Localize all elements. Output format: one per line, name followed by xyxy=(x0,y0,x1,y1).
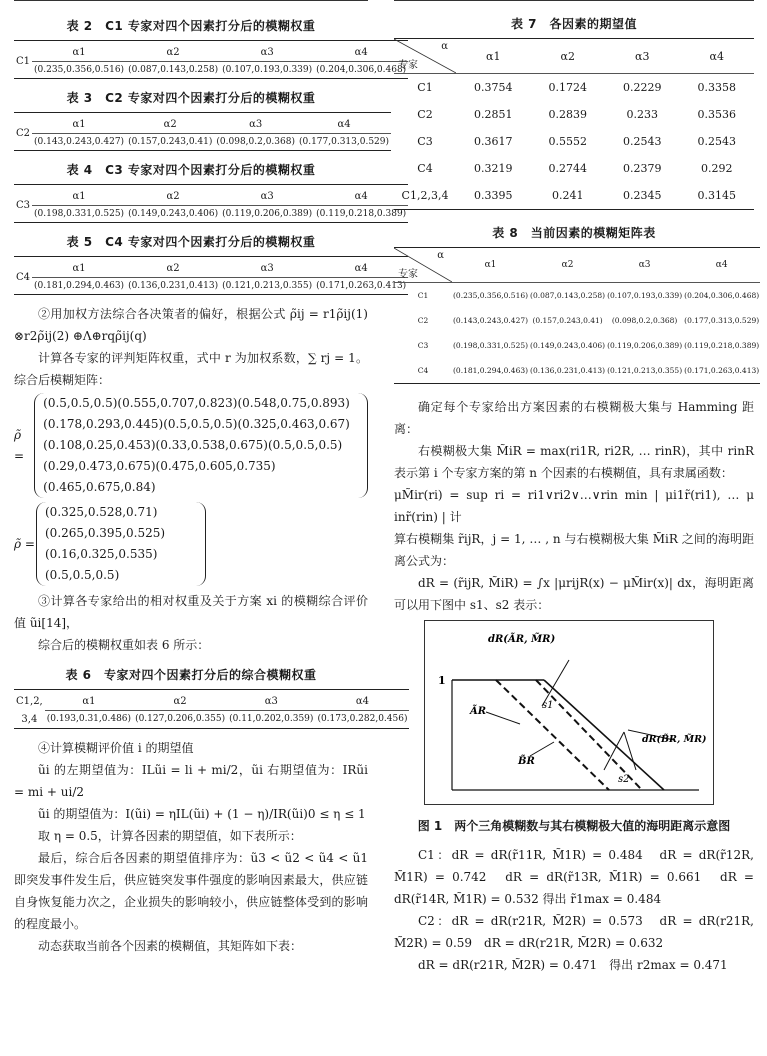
table-cell: (0.171,0.263,0.413) xyxy=(684,366,760,375)
table-cell: (0.107,0.193,0.339) xyxy=(222,65,313,75)
label-s2: s2 xyxy=(618,774,630,785)
matrix-symbol: ρ̃ = xyxy=(14,427,25,463)
table-cell: (0.143,0.243,0.427) xyxy=(453,316,529,325)
table-cell: 0.3145 xyxy=(697,189,736,202)
table-cell: 0.2744 xyxy=(548,162,587,175)
table-caption: 表 6 专家对四个因素打分后的综合模糊权重 xyxy=(65,668,317,682)
right-column xyxy=(394,0,760,976)
table-cell: 0.2543 xyxy=(623,135,662,148)
table-cell: (0.157,0.243,0.41) xyxy=(128,137,213,147)
table-cell: (0.121,0.213,0.355) xyxy=(222,281,313,291)
table-cell: (0.136,0.231,0.413) xyxy=(128,281,219,291)
paragraph: 右模糊极大集 M̃iR = max(ri1R, ri2R, … rinR)，其中 rinR 表示第 i 个专家方案的第 n 个因素的右模糊值，具有隶属函数： xyxy=(394,444,754,480)
paragraph: 综合后的模糊权重如表 6 所示： xyxy=(38,638,210,652)
corner-expert: 专家 xyxy=(398,269,418,280)
row-label: C3 xyxy=(16,199,31,211)
column-header: α1 xyxy=(45,690,133,711)
table-cell: (0.177,0.313,0.529) xyxy=(298,137,390,147)
table-7 xyxy=(394,38,754,210)
table-cell: (0.198,0.331,0.525) xyxy=(34,209,125,219)
paragraph: μM̃ir(ri) = sup ri = ri1∨ri2∨…∨rin min | μi1r̃(ri1), … μ inr̃(rin) | 计 xyxy=(394,488,754,524)
table-cell: (0.204,0.306,0.468) xyxy=(316,65,407,75)
table-cell: (0.143,0.243,0.427) xyxy=(34,137,125,147)
table-row xyxy=(394,182,754,210)
table-cell: 0.3536 xyxy=(697,108,736,121)
hamming-distance-diagram xyxy=(424,620,714,805)
column-header: α3 xyxy=(220,185,314,206)
table-caption: 表 3 C2 专家对四个因素打分后的模糊权重 xyxy=(66,91,316,105)
paragraph: 计算各专家的评判矩阵权重，式中 r 为加权系数，∑ rj = 1。综合后模糊矩阵： xyxy=(14,351,368,387)
column-header: α3 xyxy=(214,113,297,134)
table-cell: 0.3395 xyxy=(474,189,513,202)
column-header: α4 xyxy=(314,41,408,62)
row-label: C1,2, xyxy=(16,696,43,708)
matrix-row: (0.178,0.293,0.445)(0.5,0.5,0.5)(0.325,0.463,0.67) xyxy=(43,417,350,431)
table-cell: (0.149,0.243,0.406) xyxy=(128,209,219,219)
fuzzy-matrix-1 xyxy=(14,393,368,498)
table-caption: 表 4 C3 专家对四个因素打分后的模糊权重 xyxy=(66,163,316,177)
corner-cell xyxy=(394,248,452,283)
table-row xyxy=(394,358,760,384)
row-label: C3 xyxy=(417,341,429,350)
table-cell: (0.11,0.202,0.359) xyxy=(229,714,314,725)
figure-caption: 图 1 两个三角模糊数与其右模糊极大值的海明距离示意图 xyxy=(417,819,731,833)
column-header: α1 xyxy=(456,39,531,74)
table-cell: (0.171,0.263,0.413) xyxy=(316,281,407,291)
paragraph: C2：dR = dR(r21R, M̃2R) = 0.573 dR = dR(r21R, M̃2R) = 0.59 dR = dR(r21R, M̃2R) = 0.632 xyxy=(394,914,754,950)
column-header: α4 xyxy=(683,248,760,283)
table-cell: 0.241 xyxy=(552,189,584,202)
label-top: dR(ÃR, M̃R) xyxy=(488,634,556,645)
arrow-ar xyxy=(486,712,520,724)
label-ar: ÃR xyxy=(470,706,487,717)
label-s1: s1 xyxy=(542,700,554,711)
table-cell: 0.2229 xyxy=(623,81,662,94)
paragraph: dR = dR(r21R, M̃2R) = 0.471 得出 r2max = 0.471 xyxy=(418,958,728,972)
table-cell: (0.235,0.356,0.516) xyxy=(453,291,529,300)
table-caption: 表 7 各因素的期望值 xyxy=(510,17,638,31)
table-cell: (0.119,0.206,0.389) xyxy=(222,209,313,219)
paragraph: 动态获取当前各个因素的模糊值，其矩阵如下表： xyxy=(38,938,303,953)
table-cell: 0.292 xyxy=(701,162,733,175)
paragraph: 最后，综合后各因素的期望值排序为：ũ3 < ũ2 < ũ4 < ũ1 即突发事件发生后，供应链突发事件强度的影响因素最大，供应链自身恢复能力次之，企业损失的影响较小，供应链整体受到的影响的程度最小。 xyxy=(14,850,368,931)
label-right: dR(B̃R, M̃R) xyxy=(642,734,707,745)
table-cell: 0.2345 xyxy=(623,189,662,202)
arrow-br xyxy=(530,742,554,756)
row-label: C2 xyxy=(16,127,31,139)
row-label: C4 xyxy=(417,162,433,175)
row-label: C4 xyxy=(16,271,31,283)
column-header: α4 xyxy=(680,39,755,74)
table-row xyxy=(394,155,754,182)
arrow-right-2 xyxy=(624,732,636,770)
matrix-bracket xyxy=(36,502,206,586)
row-label: C2 xyxy=(417,316,429,325)
matrix-bracket xyxy=(34,393,368,498)
matrix-symbol: ρ̃ = xyxy=(14,536,35,551)
table-cell: 0.3617 xyxy=(474,135,513,148)
row-label: C4 xyxy=(417,366,429,375)
paragraph: ũi 的期望值为：I(ũi) = ηIL(ũi) + (1 − η)/IR(ũi)0 ≤ η ≤ 1 xyxy=(38,806,366,821)
table-row xyxy=(394,128,754,155)
table-cell: (0.098,0.2,0.368) xyxy=(216,137,295,147)
row-label: C1,2,3,4 xyxy=(401,189,449,202)
row-label: C3 xyxy=(417,135,433,148)
column-header: α3 xyxy=(220,41,314,62)
table-cell: (0.149,0.243,0.406) xyxy=(530,341,606,350)
corner-alpha: α xyxy=(441,41,448,52)
header-rule xyxy=(394,0,754,7)
matrix-row: (0.29,0.473,0.675)(0.475,0.605,0.735)(0.465,0.675,0.84) xyxy=(43,459,276,494)
table-cell: 0.2543 xyxy=(697,135,736,148)
table-caption: 表 2 C1 专家对四个因素打分后的模糊权重 xyxy=(66,19,316,33)
matrix-row: (0.325,0.528,0.71) xyxy=(45,505,158,519)
fuzzy-matrix-2 xyxy=(14,502,368,586)
table-cell: 0.2851 xyxy=(474,108,513,121)
table-cell: (0.204,0.306,0.468) xyxy=(684,291,760,300)
corner-alpha: α xyxy=(437,250,444,261)
matrix-row: (0.16,0.325,0.535) xyxy=(45,547,158,561)
column-header: α2 xyxy=(133,690,227,711)
table-cell: (0.181,0.294,0.463) xyxy=(34,281,125,291)
column-header: α1 xyxy=(32,41,126,62)
column-header: α1 xyxy=(32,185,126,206)
column-header: α1 xyxy=(32,113,126,134)
table-cell: 0.3358 xyxy=(697,81,736,94)
paragraph: 确定每个专家给出方案因素的右模糊极大集与 Hamming 距离： xyxy=(394,400,754,436)
column-header: α2 xyxy=(529,248,606,283)
paragraph: 取 η = 0.5，计算各因素的期望值，如下表所示： xyxy=(38,828,302,843)
table-row xyxy=(394,74,754,102)
paragraph: dR = (r̃ijR, M̃iR) = ∫x |μrijR(x) − μM̃ir(x)| dx，海明距离可以用下图中 s1、s2 表示： xyxy=(394,576,754,612)
paragraph: ②用加权方法综合各决策者的偏好，根据公式 ρ̃ij = r1ρ̃ij(1) ⊗r2ρ̃ij(2) ⊕Λ⊕rqρ̃ij(q) xyxy=(14,307,368,343)
corner-cell xyxy=(394,39,456,74)
matrix-row: (0.5,0.5,0.5)(0.555,0.707,0.823)(0.548,0.75,0.893) xyxy=(43,396,350,410)
table-cell: 0.2379 xyxy=(623,162,662,175)
label-one: 1 xyxy=(438,674,446,687)
table-cell: (0.193,0.31,0.486) xyxy=(46,714,132,725)
column-header: α3 xyxy=(605,39,680,74)
table-cell: (0.157,0.243,0.41) xyxy=(532,316,603,325)
column-header: α4 xyxy=(314,185,408,206)
table-cell: (0.177,0.313,0.529) xyxy=(684,316,760,325)
label-br: B̃R xyxy=(518,756,535,767)
column-header: α4 xyxy=(314,257,408,278)
table-row xyxy=(394,283,760,309)
table-cell: (0.136,0.231,0.413) xyxy=(530,366,606,375)
table-cell: 0.1724 xyxy=(548,81,587,94)
table-cell: (0.098,0.2,0.368) xyxy=(611,316,678,325)
column-header: α3 xyxy=(227,690,315,711)
table-cell: (0.119,0.218,0.389) xyxy=(316,209,407,219)
table-cell: (0.235,0.356,0.516) xyxy=(34,65,125,75)
column-header: α4 xyxy=(297,113,391,134)
corner-expert: 专家 xyxy=(398,60,418,71)
table-cell: (0.127,0.206,0.355) xyxy=(135,714,226,725)
table-cell: (0.119,0.206,0.389) xyxy=(607,341,683,350)
matrix-row: (0.108,0.25,0.453)(0.33,0.538,0.675)(0.5,0.5,0.5) xyxy=(43,438,343,452)
table-cell: (0.119,0.218,0.389) xyxy=(684,341,760,350)
table-cell: (0.107,0.193,0.339) xyxy=(607,291,683,300)
left-column xyxy=(14,0,408,957)
table-cell: (0.121,0.213,0.355) xyxy=(607,366,683,375)
row-label: C1 xyxy=(16,55,31,67)
paragraph: ③计算各专家给出的相对权重及关于方案 xi 的模糊综合评价值 ũi[14]， xyxy=(14,594,368,630)
table-8 xyxy=(394,247,760,384)
column-header: α2 xyxy=(126,41,220,62)
column-header: α2 xyxy=(126,257,220,278)
column-header: α3 xyxy=(220,257,314,278)
table-cell: (0.198,0.331,0.525) xyxy=(453,341,529,350)
table-cell: 0.3754 xyxy=(474,81,513,94)
table-cell: 0.2839 xyxy=(548,108,587,121)
column-header: α1 xyxy=(32,257,126,278)
table-cell: 0.3219 xyxy=(474,162,513,175)
table-cell: 0.5552 xyxy=(548,135,587,148)
figure-1 xyxy=(424,620,754,809)
matrix-row: (0.5,0.5,0.5) xyxy=(45,568,120,582)
table-row xyxy=(394,308,760,333)
table-cell: 0.233 xyxy=(626,108,658,121)
table-5 xyxy=(14,256,408,295)
column-header: α2 xyxy=(126,185,220,206)
table-4 xyxy=(14,184,408,223)
table-2 xyxy=(14,40,408,79)
table-caption: 表 8 当前因素的模糊矩阵表 xyxy=(492,226,656,240)
column-header: α2 xyxy=(126,113,214,134)
column-header: α1 xyxy=(452,248,529,283)
table-3 xyxy=(14,112,391,151)
column-header: α2 xyxy=(531,39,606,74)
table-cell: (0.087,0.143,0.258) xyxy=(530,291,606,300)
paragraph: ũi 的左期望值为：ILũi = li + mi/2，ũi 右期望值为：IRũi = mi + ui/2 xyxy=(14,762,368,799)
table-row xyxy=(394,333,760,358)
paragraph: C1：dR = dR(r̃11R, M̃1R) = 0.484 dR = dR(r̃12R, M̃1R) = 0.742 dR = dR(r̃13R, M̃1R) = 0.661 dR = dR(r̃14R, M̃1R) = 0.532 得出 r̃1max = 0.484 xyxy=(394,848,754,906)
paragraph: 算右模糊集 r̃ijR，j = 1, … , n 与右模糊极大集 M̃iR 之间的海明距离公式为： xyxy=(394,532,754,568)
header-rule xyxy=(14,0,368,7)
table-cell: (0.181,0.294,0.463) xyxy=(453,366,529,375)
paragraph: ④计算模糊评价值 i 的期望值 xyxy=(38,740,194,755)
table-cell: (0.087,0.143,0.258) xyxy=(128,65,219,75)
table-row xyxy=(394,101,754,128)
row-label: C1 xyxy=(417,81,433,94)
table-6 xyxy=(14,689,409,729)
row-label: 3,4 xyxy=(21,713,38,725)
row-label: C2 xyxy=(417,108,433,121)
column-header: α3 xyxy=(606,248,683,283)
row-label: C1 xyxy=(417,291,429,300)
column-header: α4 xyxy=(315,690,409,711)
matrix-row: (0.265,0.395,0.525) xyxy=(45,526,166,540)
table-cell: (0.173,0.282,0.456) xyxy=(317,714,408,725)
table-caption: 表 5 C4 专家对四个因素打分后的模糊权重 xyxy=(66,235,316,249)
